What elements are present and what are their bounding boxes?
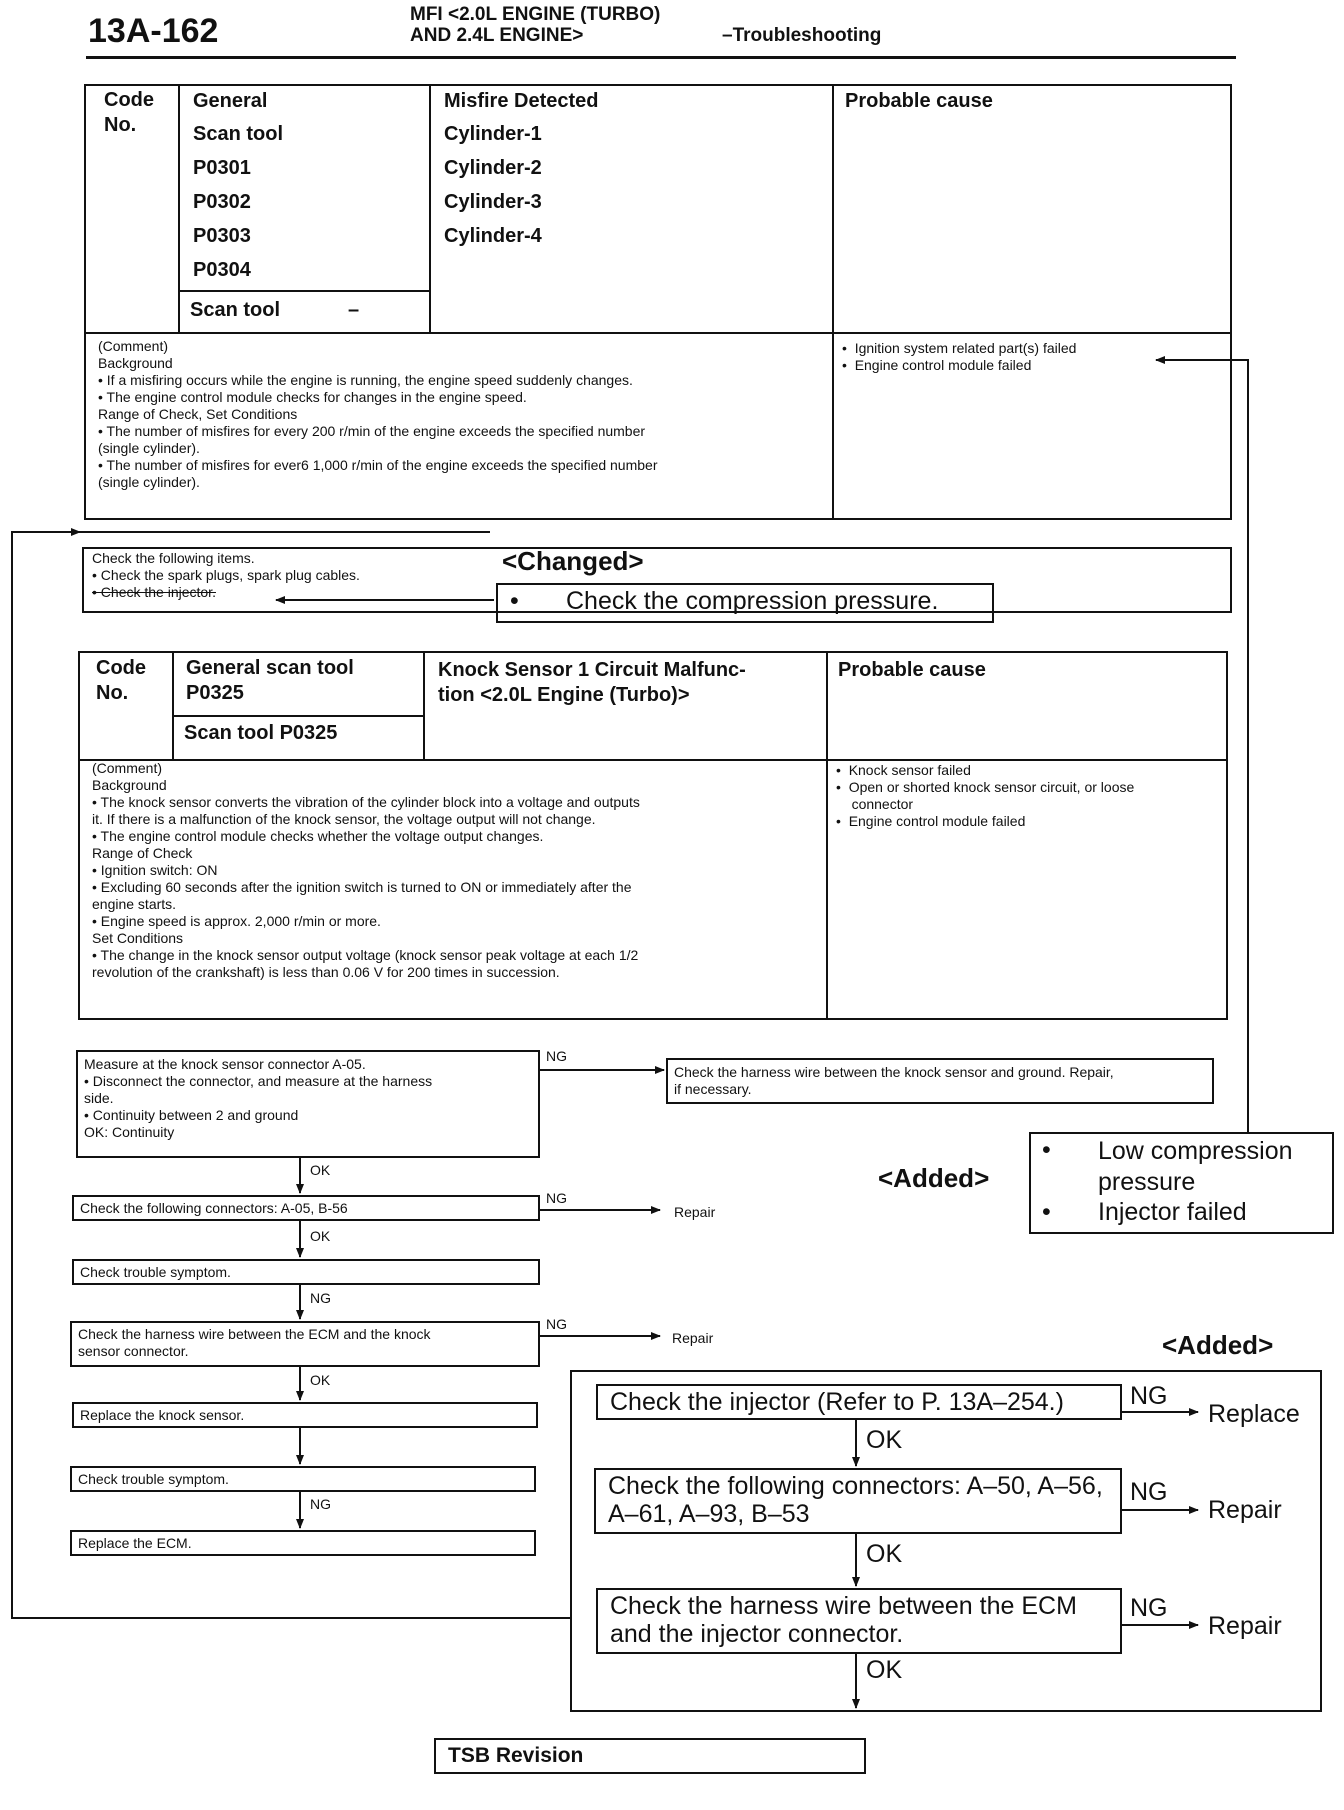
added-2-step-2: Check the following connectors: A–50, A–56, A–61, A–93, B–53 [594,1468,1122,1534]
added-2-step-3: Check the harness wire between the ECM and the injector connector. [596,1588,1122,1654]
changed-text: Check the compression pressure. [566,587,939,615]
flow-step-1-ng-box: Check the harness wire between the knock sensor and ground. Repair, if necessary. [666,1058,1214,1104]
changed-bullet: • [510,587,519,615]
misfire-scan-tool-dash: – [348,299,360,321]
added-label-2: <Added> [1162,1330,1274,1360]
misfire-code-2: P0302 [193,191,251,213]
misfire-cylinder-4: Cylinder-4 [444,225,542,247]
added-label-1: <Added> [878,1163,990,1193]
flow-repair-2: Repair [674,1204,716,1220]
added-2-ng-3: NG [1130,1594,1168,1622]
knock-scan-tool-code: Scan tool P0325 [184,722,338,744]
knock-general-code: P0325 [186,682,244,704]
misfire-cylinder-2: Cylinder-2 [444,157,542,179]
flow-ng-3: NG [310,1290,331,1306]
added-2-action-3: Repair [1208,1612,1282,1640]
added-2-ok-2: OK [866,1540,903,1568]
flow-ok-1: OK [310,1162,331,1178]
knock-title-line1: Knock Sensor 1 Circuit Malfunc- [438,659,746,681]
added-2-action-2: Repair [1208,1496,1282,1524]
misfire-cylinder-1: Cylinder-1 [444,123,542,145]
misfire-comment: (Comment) Background • If a misfiring occurs while the engine is running, the engine speed suddenly changes. • The engine control module checks for changes in the engine speed. Range of Check, Set Conditions • The number of misfires for every 200 r/min of the engine exceeds the specified number (single cylinder). • The number of misfires for ever6 1,000 r/min of the engine exceeds the specified number (single cylinder). [98,338,658,490]
flow-repair-4: Repair [672,1330,714,1346]
engine-title-line1: MFI <2.0L ENGINE (TURBO) [410,4,661,25]
misfire-code-1: P0301 [193,157,251,179]
misfire-title: Misfire Detected [444,90,599,112]
engine-title-line2: AND 2.4L ENGINE> [410,25,584,46]
knock-general-scan-tool: General scan tool [186,657,354,679]
added-2-ok-1: OK [866,1426,903,1454]
knock-probable-cause-label: Probable cause [838,659,986,681]
flow-ng-2: NG [546,1190,567,1206]
added-1-item-1: Low compression pressure [1098,1137,1293,1196]
knock-comment: (Comment) Background • The knock sensor converts the vibration of the cylinder block into a voltage and outputs it. If there is a malfunction of the knock sensor, the voltage output will not change. • The engine control module checks whether the voltage output changes. Range of Check • Ignition switch: ON • Excluding 60 seconds after the ignition switch is turned to ON or immediately after the engine starts. • Engine speed is approx. 2,000 r/min or more. Set Conditions • The change in the knock sensor output voltage (knock sensor peak voltage at each 1/2 revolution of the crankshaft) is less than 0.06 V for 200 times in succession. [92,760,640,980]
added-1-bullet-1: • [1042,1136,1051,1164]
misfire-cylinder-3: Cylinder-3 [444,191,542,213]
added-2-step-1: Check the injector (Refer to P. 13A–254.) [596,1384,1122,1420]
added-2-ng-1: NG [1130,1382,1168,1410]
knock-code-label: Code No. [96,657,146,704]
misfire-scan-tool-row: Scan tool [190,299,281,321]
tsb-revision: TSB Revision [434,1738,866,1774]
misfire-code-4: P0304 [193,259,251,281]
flow-ok-4: OK [310,1372,331,1388]
flow-step-6: Check trouble symptom. [70,1466,536,1492]
page-number: 13A-162 [88,12,219,50]
misfire-causes: • Ignition system related part(s) failed • Engine control module failed [842,340,1077,373]
changed-label: <Changed> [502,546,644,576]
added-2-ok-3: OK [866,1656,903,1684]
misfire-code-label: Code No. [104,89,154,136]
section-title: –Troubleshooting [722,25,882,46]
flow-ng-4: NG [546,1316,567,1332]
flow-step-5: Replace the knock sensor. [72,1402,538,1428]
check-items-list: Check the following items. • Check the spark plugs, spark plug cables. • Check the injector. [92,550,360,600]
flow-ng-1: NG [546,1048,567,1064]
flow-ok-2: OK [310,1228,331,1244]
added-1-bullet-2: • [1042,1198,1051,1226]
flow-step-1: Measure at the knock sensor connector A-05. • Disconnect the connector, and measure at the harness side. • Continuity between 2 and ground OK: Continuity [76,1050,540,1158]
misfire-code-3: P0303 [193,225,251,247]
knock-causes: • Knock sensor failed • Open or shorted knock sensor circuit, or loose connector • Engine control module failed [836,762,1135,829]
flow-step-3: Check trouble symptom. [72,1259,540,1285]
flow-step-4: Check the harness wire between the ECM and the knock sensor connector. [70,1321,540,1367]
added-2-action-1: Replace [1208,1400,1300,1428]
misfire-scan-tool-label: Scan tool [193,123,284,145]
misfire-probable-cause-label: Probable cause [845,90,993,112]
flow-ng-6: NG [310,1496,331,1512]
added-1-item-2: Injector failed [1098,1198,1247,1226]
flow-step-2: Check the following connectors: A-05, B-56 [72,1195,540,1221]
added-2-ng-2: NG [1130,1478,1168,1506]
knock-title-line2: tion <2.0L Engine (Turbo)> [438,684,690,706]
misfire-general-label: General [193,90,268,112]
flow-step-7: Replace the ECM. [70,1530,536,1556]
